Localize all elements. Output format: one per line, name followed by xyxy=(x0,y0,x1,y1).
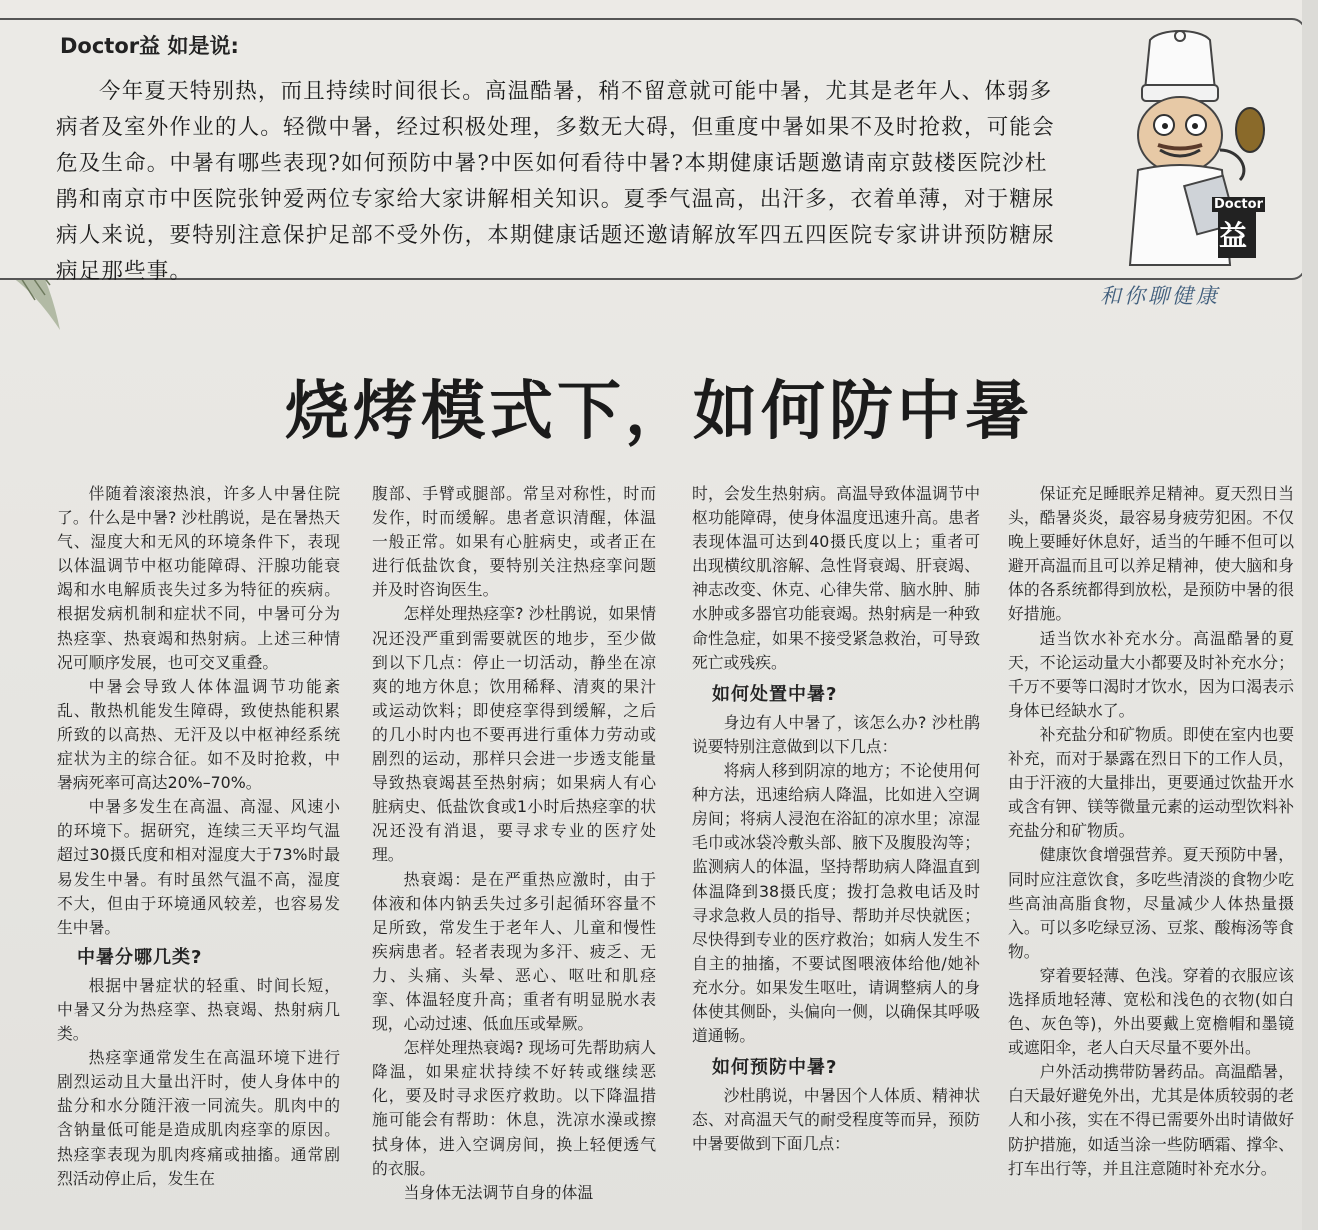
intro-heading: Doctor益 如是说: xyxy=(60,34,239,58)
paragraph: 怎样处理热衰竭? 现场可先帮助病人降温，如果症状持续不好转或继续恶化，要及时寻求医疗救助。以下降温措施可能会有帮助：休息，洗凉水澡或擦拭身体，进入空调房间，换上轻便透气的衣服。 xyxy=(372,1038,656,1178)
paragraph: 补充盐分和矿物质。即使在室内也要补充，而对于暴露在烈日下的工作人员，由于汗液的大量排出，更要通过饮盐开水或含有钾、镁等微量元素的运动型饮料补充盐分和矿物质。 xyxy=(1008,724,1294,841)
article-headline: 烧烤模式下，如何防中暑 xyxy=(285,374,1033,449)
paragraph: 户外活动携带防暑药品。高温酷暑，白天最好避免外出，尤其是体质较弱的老人和小孩，实在不得已需要外出时请做好防护措施，如适当涂一些防晒霜、撑伞、打车出行等，并且注意随时补充水分。 xyxy=(1008,1062,1294,1178)
paragraph: 身边有人中暑了，该怎么办? 沙杜鹃说要特别注意做到以下几点： xyxy=(692,712,980,756)
paragraph: 热衰竭：是在严重热应激时，由于体液和体内钠丢失过多引起循环容量不足所致，常发生于老年人、儿童和慢性疾病患者。轻者表现为多汗、疲乏、无力、头痛、头晕、恶心、呕吐和肌痉挛、体温轻度升高；重者有明显脱水表现，心动过速、低血压或晕厥。 xyxy=(372,869,656,1034)
paragraph: 伴随着滚滚热浪，许多人中暑住院了。什么是中暑? 沙杜鹃说，是在暑热天气、湿度大和无风的环境条件下，表现以体温调节中枢功能障碍、汗腺功能衰竭和水电解质丧失过多为特征的疾病。根据发病机制和症状不同，中暑可分为热痉挛、热衰竭和热射病。上述三种情况可顺序发展，也可交叉重叠。 xyxy=(57,484,340,672)
article-column-3 xyxy=(692,482,980,1157)
doctor-badge-label: Doctor xyxy=(1214,197,1263,212)
paragraph: 腹部、手臂或腿部。常呈对称性，时而发作，时而缓解。患者意识清醒，体温一般正常。如果有心脏病史，或者正在进行低盐饮食，要特别关注热痉挛问题并及时咨询医生。 xyxy=(372,484,656,600)
page-edge xyxy=(1302,0,1318,1230)
article-column-1 xyxy=(57,482,340,1191)
paragraph: 适当饮水补充水分。高温酷暑的夏天，不论运动量大小都要及时补充水分；千万不要等口渴时才饮水，因为口渴表示身体已经缺水了。 xyxy=(1008,628,1294,720)
paragraph: 保证充足睡眠养足精神。夏天烈日当头，酷暑炎炎，最容易身疲劳犯困。不仅晚上要睡好休息好，适当的午睡不但可以避开高温而且可以养足精神，使大脑和身体的各系统都得到放松，是预防中暑的很好措施。 xyxy=(1008,484,1294,624)
paragraph: 根据中暑症状的轻重、时间长短，中暑又分为热痉挛、热衰竭、热射病几类。 xyxy=(57,975,340,1044)
article-column-4 xyxy=(1008,482,1294,1181)
paragraph: 健康饮食增强营养。夏天预防中暑，同时应注意饮食，多吃些清淡的食物少吃些高油高脂食物，尽量减少人体热量摄入。可以多吃绿豆汤、豆浆、酸梅汤等食物。 xyxy=(1008,845,1294,961)
paragraph: 沙杜鹃说，中暑因个人体质、精神状态、对高温天气的耐受程度等而异，预防中暑要做到下面几点： xyxy=(692,1086,980,1154)
paragraph: 怎样处理热痉挛? 沙杜鹃说，如果情况还没严重到需要就医的地步，至少做到以下几点：停止一切活动，静坐在凉爽的地方休息；饮用稀释、清爽的果汁或运动饮料；即使痉挛得到缓解，之后的几小时内也不要再进行重体力劳动或剧烈的运动，那样只会进一步透支能量导致热衰竭甚至热射病；如果病人有心脏病史、低盐饮食或1小时后热痉挛的状况还没有消退，要寻求专业的医疗处理。 xyxy=(372,604,656,865)
paragraph: 将病人移到阴凉的地方；不论使用何种方法，迅速给病人降温，比如进入空调房间；将病人浸泡在浴缸的凉水里；凉湿毛巾或冰袋冷敷头部、腋下及腹股沟等；监测病人的体温，坚持帮助病人降温直到体温降到38摄氏度；拨打急救电话及时寻求急救人员的指导、帮助并尽快就医；尽快得到专业的医疗救治；如病人发生不自主的抽搐，不要试图喂液体给他/她补充水分。如果发生呕吐，请调整病人的身体使其侧卧，头偏向一侧，以确保其呼吸道通畅。 xyxy=(692,761,980,1046)
section-heading: 如何处置中暑? xyxy=(712,683,838,705)
section-heading: 如何预防中暑? xyxy=(712,1057,838,1079)
section-heading: 中暑分哪几类? xyxy=(77,946,203,968)
paragraph: 当身体无法调节自身的体温 xyxy=(403,1182,594,1202)
article-column-2 xyxy=(372,482,656,1205)
paragraph: 中暑会导致人体体温调节功能紊乱、散热机能发生障碍，致使热能积累所致的以高热、无汗及以中枢神经系统症状为主的综合征。如不及时抢救，中暑病死率可高达20%–70%。 xyxy=(57,676,340,793)
paragraph: 中暑多发生在高温、高湿、风速小的环境下。据研究，连续三天平均气温超过30摄氏度和相对湿度大于73%时最易发生中暑。有时虽然气温不高，湿度不大，但由于环境通风较差，也容易发生中暑。 xyxy=(57,797,340,937)
paragraph: 热痉挛通常发生在高温环境下进行剧烈运动且大量出汗时，使人身体中的盐分和水分随汗液一同流失。肌肉中的含钠量低可能是造成肌肉痉挛的原因。热痉挛表现为肌肉疼痛或抽搐。通常剧烈活动停止后，发生在 xyxy=(57,1048,340,1188)
column-tagline: 和你聊健康 xyxy=(1100,284,1220,308)
paragraph: 时，会发生热射病。高温导致体温调节中枢功能障碍，使身体温度迅速升高。患者表现体温可达到40摄氏度以上；重者可出现横纹肌溶解、急性肾衰竭、肝衰竭、神志改变、休克、心律失常、脑水肿、肺水肿或多器官功能衰竭。热射病是一种致命性急症，如果不接受紧急救治，可导致死亡或残疾。 xyxy=(692,484,980,672)
doctor-badge-char: 益 xyxy=(1219,219,1248,252)
intro-text: 今年夏天特别热，而且持续时间很长。高温酷暑，稍不留意就可能中暑，尤其是老年人、体弱多病者及室外作业的人。轻微中暑，经过积极处理，多数无大碍，但重度中暑如果不及时抢救，可能会危及生命。中暑有哪些表现?如何预防中暑?中医如何看待中暑?本期健康话题邀请南京鼓楼医院沙杜鹃和南京市中医院张钟爱两位专家给大家讲解相关知识。夏季气温高，出汗多，衣着单薄，对于糖尿病人来说，要特别注意保护足部不受外伤，本期健康话题还邀请解放军四五四医院专家讲讲预防糖尿病足那些事。 xyxy=(56,79,1055,284)
paragraph: 穿着要轻薄、色浅。穿着的衣服应该选择质地轻薄、宽松和浅色的衣物(如白色、灰色等)，外出要戴上宽檐帽和墨镜或遮阳伞，老人白天尽量不要外出。 xyxy=(1008,965,1294,1058)
